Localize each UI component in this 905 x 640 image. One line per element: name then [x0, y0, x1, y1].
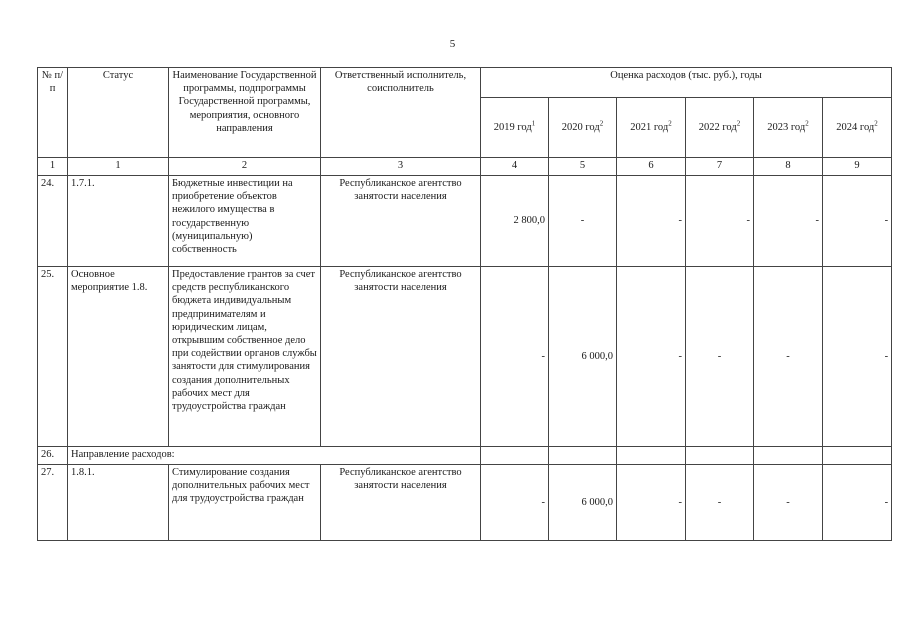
- value-2024: -: [823, 465, 892, 541]
- value-2022: -: [686, 176, 754, 267]
- header-num: № п/п: [38, 68, 68, 158]
- value-2023: -: [754, 267, 823, 447]
- row-num: 24.: [38, 176, 68, 267]
- value-2020: 6 000,0: [549, 267, 617, 447]
- column-number: 1: [38, 158, 68, 176]
- program-costs-table: [37, 67, 892, 541]
- row-direction: Направление расходов:: [68, 447, 481, 465]
- column-number: 2: [169, 158, 321, 176]
- row-executor: Республиканское агентство занятости населения: [321, 465, 481, 541]
- column-number: 3: [321, 158, 481, 176]
- header-year-2019: 2019 год$^1$: [481, 98, 549, 158]
- value-2021: -: [617, 267, 686, 447]
- value-2024: -: [823, 176, 892, 267]
- row-executor: Республиканское агентство занятости населения: [321, 267, 481, 447]
- value-2023: -: [754, 465, 823, 541]
- column-number: 8: [754, 158, 823, 176]
- table-row: [38, 267, 892, 447]
- table-row: [38, 465, 892, 541]
- column-number: 7: [686, 158, 754, 176]
- value-2024: -: [823, 267, 892, 447]
- header-name: Наименование Государственной программы, подпрограммы Государственной программы, мероприятия, основного направления: [169, 68, 321, 158]
- row-executor: Республиканское агентство занятости населения: [321, 176, 481, 267]
- row-name: Стимулирование создания дополнительных рабочих мест для трудоустройства граждан: [169, 465, 321, 541]
- column-number: 4: [481, 158, 549, 176]
- row-status: 1.7.1.: [68, 176, 169, 267]
- value-2021: -: [617, 465, 686, 541]
- header-executor: Ответственный исполнитель, соисполнитель: [321, 68, 481, 158]
- column-number: 1: [68, 158, 169, 176]
- header-year-2024: 2024 год$^2$: [823, 98, 892, 158]
- header-costs: Оценка расходов (тыс. руб.), годы: [481, 68, 892, 98]
- header-year-2021: 2021 год$^2$: [617, 98, 686, 158]
- column-number: 5: [549, 158, 617, 176]
- column-numbers-row: [38, 158, 892, 176]
- table-row: [38, 447, 892, 465]
- value-2019: -: [481, 465, 549, 541]
- row-num: 26.: [38, 447, 68, 465]
- row-num: 25.: [38, 267, 68, 447]
- value-2022: -: [686, 267, 754, 447]
- header-year-2023: 2023 год$^2$: [754, 98, 823, 158]
- header-status: Статус: [68, 68, 169, 158]
- value-2019: -: [481, 267, 549, 447]
- value-2020: 6 000,0: [549, 465, 617, 541]
- page-number: 5: [449, 38, 456, 50]
- column-number: 6: [617, 158, 686, 176]
- table-row: [38, 176, 892, 267]
- header-year-2020: 2020 год$^2$: [549, 98, 617, 158]
- column-number: 9: [823, 158, 892, 176]
- header-year-2022: 2022 год$^2$: [686, 98, 754, 158]
- row-status: Основное мероприятие 1.8.: [68, 267, 169, 447]
- value-2023: -: [754, 176, 823, 267]
- row-num: 27.: [38, 465, 68, 541]
- value-2019: 2 800,0: [481, 176, 549, 267]
- row-status: 1.8.1.: [68, 465, 169, 541]
- row-name: Предоставление грантов за счет средств республиканского бюджета индивидуальным предпринимателям и юридическим лицам, открывшим собственное дело при содействии органов службы занятости для стимулирования создания дополнительных рабочих мест для трудоустройства граждан: [169, 267, 321, 447]
- value-2021: -: [617, 176, 686, 267]
- value-2022: -: [686, 465, 754, 541]
- value-2020: -: [549, 176, 617, 267]
- row-name: Бюджетные инвестиции на приобретение объектов нежилого имущества в государственную (муниципальную) собственность: [169, 176, 321, 267]
